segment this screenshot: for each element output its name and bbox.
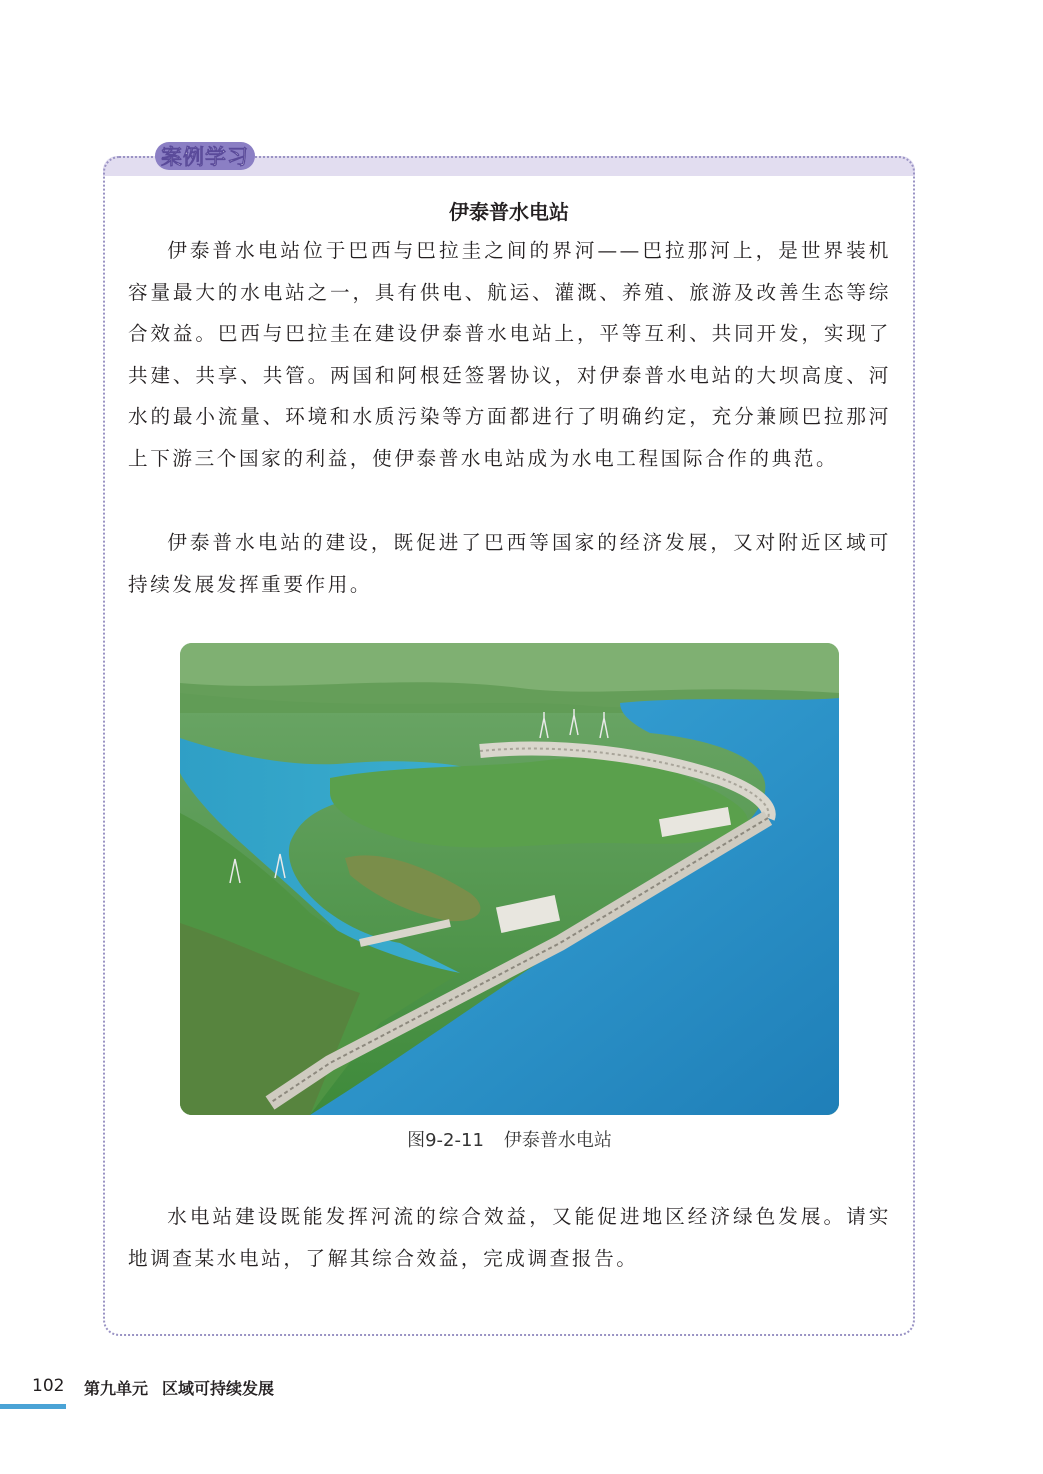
paragraph-2: 伊泰普水电站的建设，既促进了巴西等国家的经济发展，又对附近区域可持续发展发挥重要作用。 <box>128 531 891 596</box>
figure-title: 伊泰普水电站 <box>503 1130 612 1151</box>
unit-number: 第九单元 <box>84 1379 149 1398</box>
unit-title: 区域可持续发展 <box>162 1379 275 1398</box>
case-title: 伊泰普水电站 <box>449 200 569 224</box>
footer-accent-bar <box>0 1404 66 1409</box>
badge-label: 案例学习 <box>161 145 249 169</box>
dam-aerial-image <box>180 643 839 1115</box>
figure-caption <box>180 1126 839 1152</box>
figure-number: 图9-2-11 <box>407 1130 484 1151</box>
dam-photo <box>180 643 839 1115</box>
case-study-badge <box>155 140 255 172</box>
paragraph-1: 伊泰普水电站位于巴西与巴拉圭之间的界河——巴拉那河上，是世界装机容量最大的水电站之一，具有供电、航运、灌溉、养殖、旅游及改善生态等综合效益。巴西与巴拉圭在建设伊泰普水电站上，平等互利、共同开发，实现了共建、共享、共管。两国和阿根廷签署协议，对伊泰普水电站的大坝高度、河水的最小流量、环境和水质污染等方面都进行了明确约定，充分兼顾巴拉那河上下游三个国家的利益，使伊泰普水电站成为水电工程国际合作的典范。 <box>128 239 891 470</box>
page-number: 102 <box>32 1376 65 1396</box>
footer-unit <box>84 1376 274 1399</box>
activity-paragraph: 水电站建设既能发挥河流的综合效益，又能促进地区经济绿色发展。请实地调查某水电站，了解其综合效益，完成调查报告。 <box>128 1205 891 1270</box>
